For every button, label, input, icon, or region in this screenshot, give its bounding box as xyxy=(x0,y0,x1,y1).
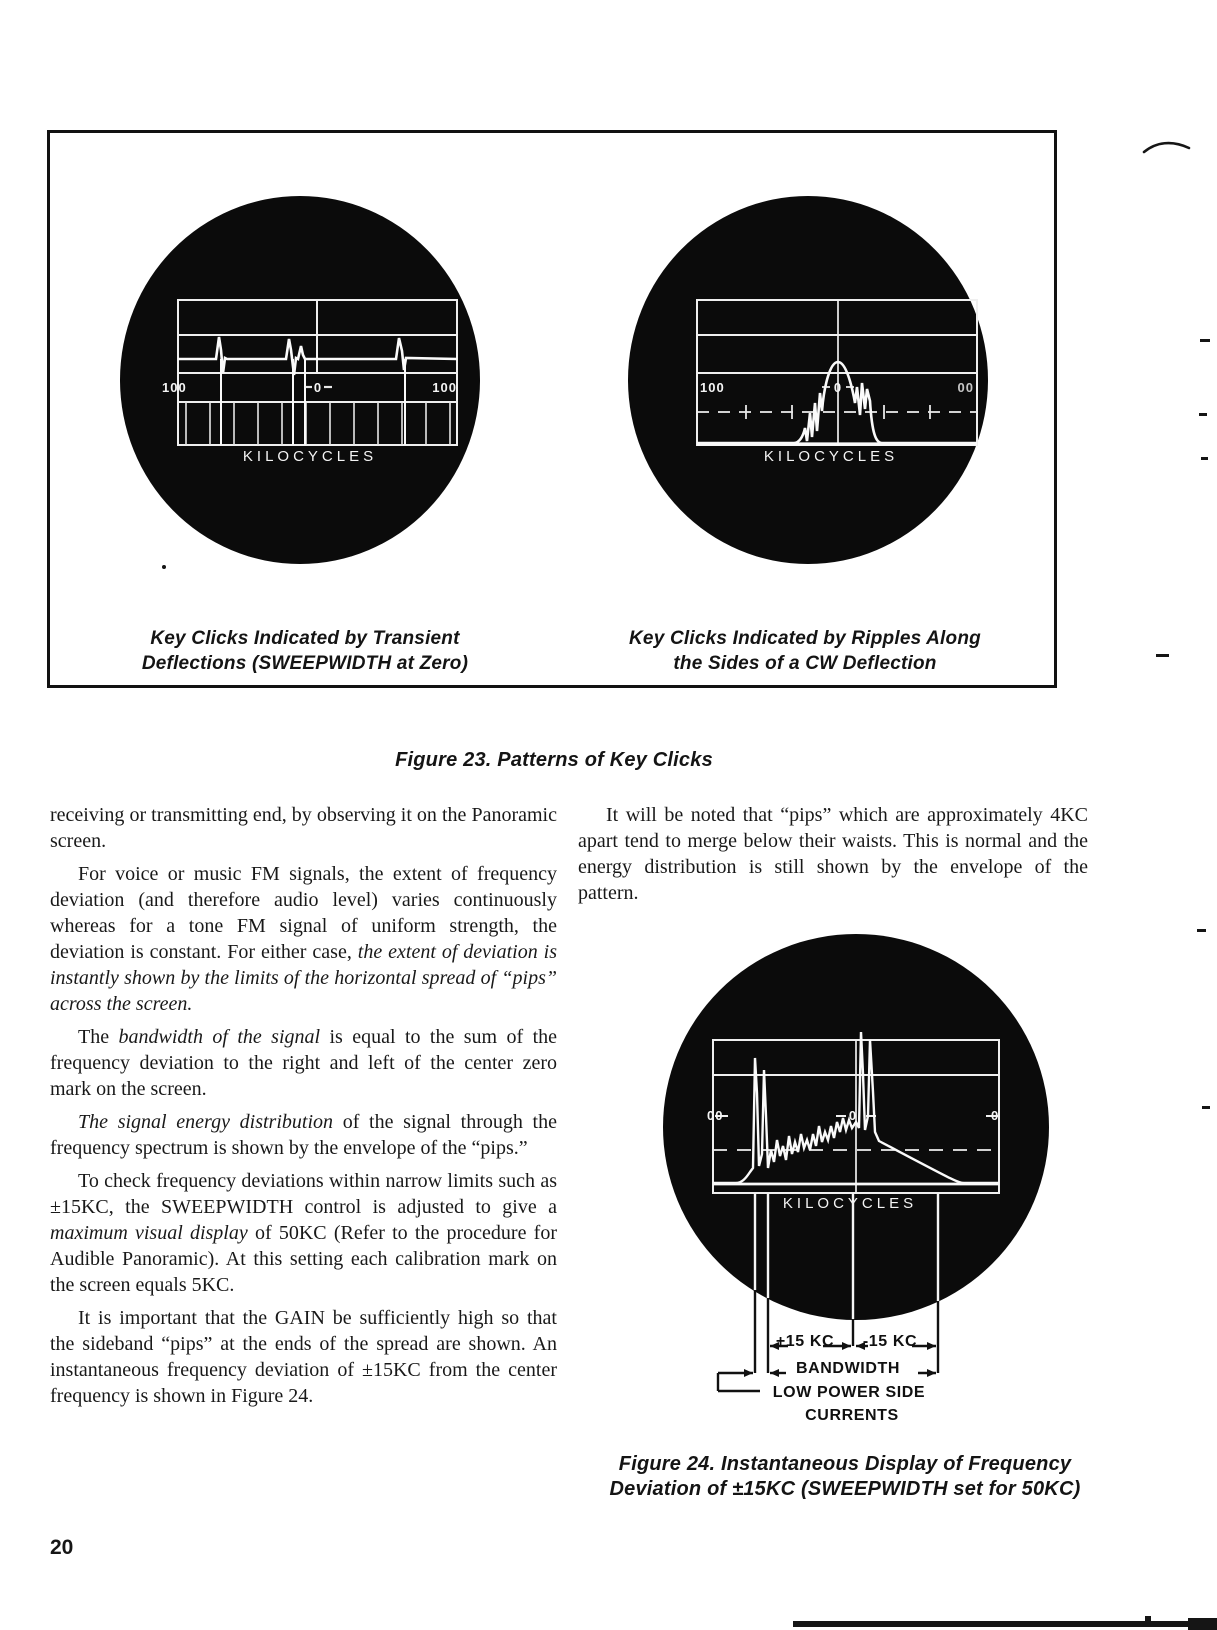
scan-artifact-dash xyxy=(1156,654,1169,657)
kilocycles-label: KILOCYCLES xyxy=(242,448,378,465)
annotation-plus-15kc: +15 KC xyxy=(775,1333,835,1350)
text-run: It will be noted that “pips” which are approximately 4KC apart tend to merge below their waists. This is normal and the energy distribution is still shown by the envelope of the pattern. xyxy=(578,804,1088,904)
figure24-caption-line2: Deviation of ±15KC (SWEEPWIDTH set for 50KC) xyxy=(609,1478,1081,1500)
text-run: The xyxy=(78,1026,119,1048)
paragraph xyxy=(50,802,557,854)
caption-right-line2: the Sides of a CW Deflection xyxy=(673,653,937,674)
scale-center-label: 0 xyxy=(848,1108,858,1123)
text-run: To check frequency deviations within narrow limits such as ±15KC, the SWEEPWIDTH control is adjusted to give a xyxy=(50,1170,557,1218)
scan-artifact-dash xyxy=(1200,339,1210,342)
paragraph xyxy=(578,802,1088,906)
scan-artifact-dash xyxy=(1201,457,1208,460)
right-column xyxy=(578,802,1088,913)
scan-artifact-hook xyxy=(1142,138,1194,162)
text-run: of the signal through the frequency spectrum is shown by the envelope of the “pips.” xyxy=(50,1111,557,1159)
scan-artifact-dot xyxy=(162,565,166,569)
annotation-bandwidth: BANDWIDTH xyxy=(795,1360,901,1377)
left-column xyxy=(50,802,557,1416)
kilocycles-label: KILOCYCLES xyxy=(782,1195,918,1212)
text-run: For voice or music FM signals, the extent of frequency deviation (and therefore audio level) varies continuously whereas for a tone FM signal of uniform strength, the deviation is constant. For either case, xyxy=(50,863,557,963)
scale-center-label: 0 xyxy=(833,380,843,395)
scale-right-label: 100 xyxy=(432,380,457,395)
text-run-italic: The signal energy distribution xyxy=(78,1111,333,1133)
text-run: is equal to the sum of the frequency deviation to the right and left of the center zero mark on the screen. xyxy=(50,1026,558,1100)
scale-right-label: 0 xyxy=(991,1108,1000,1123)
paragraph xyxy=(50,1109,557,1161)
kilocycles-label: KILOCYCLES xyxy=(763,448,899,465)
scope-display-transient-deflections xyxy=(118,196,482,572)
figure24-caption xyxy=(585,1452,1105,1502)
scope-display-cw-ripples xyxy=(626,196,990,572)
annotation-minus-15kc: -15 KC xyxy=(862,1333,918,1350)
page-number: 20 xyxy=(50,1536,74,1559)
scan-artifact-bottom-bump xyxy=(1145,1616,1151,1622)
figure24-caption-line1: Figure 24. Instantaneous Display of Frequency xyxy=(618,1453,1072,1475)
paragraph xyxy=(50,1305,557,1409)
caption-left-line2: Deflections (SWEEPWIDTH at Zero) xyxy=(141,653,469,674)
figure23-caption: Figure 23. Patterns of Key Clicks xyxy=(395,749,713,771)
paragraph xyxy=(50,1168,557,1298)
text-run-italic: the extent of deviation is instantly shown by the limits of the horizontal spread of “pips” across the screen. xyxy=(50,941,558,1015)
text-run: receiving or transmitting end, by observing it on the Panoramic screen. xyxy=(50,804,557,852)
paragraph xyxy=(50,861,557,1017)
scale-left-label: 00 xyxy=(707,1108,724,1123)
annotation-currents: CURRENTS xyxy=(805,1407,899,1424)
text-run: It is important that the GAIN be sufficiently high so that the sideband “pips” at the ends of the spread are shown. An instantaneous frequency deviation of ±15KC from the center frequency is shown in Figure 24. xyxy=(50,1307,557,1407)
text-run-italic: bandwidth of the signal xyxy=(118,1026,321,1048)
scan-artifact-bottom-bar xyxy=(793,1621,1217,1627)
scan-artifact-dash xyxy=(1202,1106,1210,1109)
caption-right-line1: Key Clicks Indicated by Ripples Along xyxy=(629,628,981,649)
caption-left-scope xyxy=(100,626,510,676)
scan-artifact-dash xyxy=(1199,413,1207,416)
annotation-low-power-side: LOW POWER SIDE xyxy=(772,1384,926,1401)
scale-center-label: 0 xyxy=(313,380,323,395)
text-run-italic: maximum visual display xyxy=(50,1222,248,1244)
caption-left-line1: Key Clicks Indicated by Transient xyxy=(150,628,460,649)
scan-artifact-dash xyxy=(1197,929,1206,932)
scale-right-label: 00 xyxy=(957,380,974,395)
text-run: of 50KC (Refer to the procedure for Audible Panoramic). At this setting each calibration mark on the screen equals 5KC. xyxy=(50,1222,557,1296)
paragraph xyxy=(50,1024,557,1102)
scan-artifact-bottom-end xyxy=(1188,1618,1217,1630)
scale-left-label: 100 xyxy=(700,380,725,395)
caption-right-scope xyxy=(600,626,1010,676)
scale-left-label: 100 xyxy=(162,380,187,395)
scope-bezel xyxy=(628,196,988,564)
